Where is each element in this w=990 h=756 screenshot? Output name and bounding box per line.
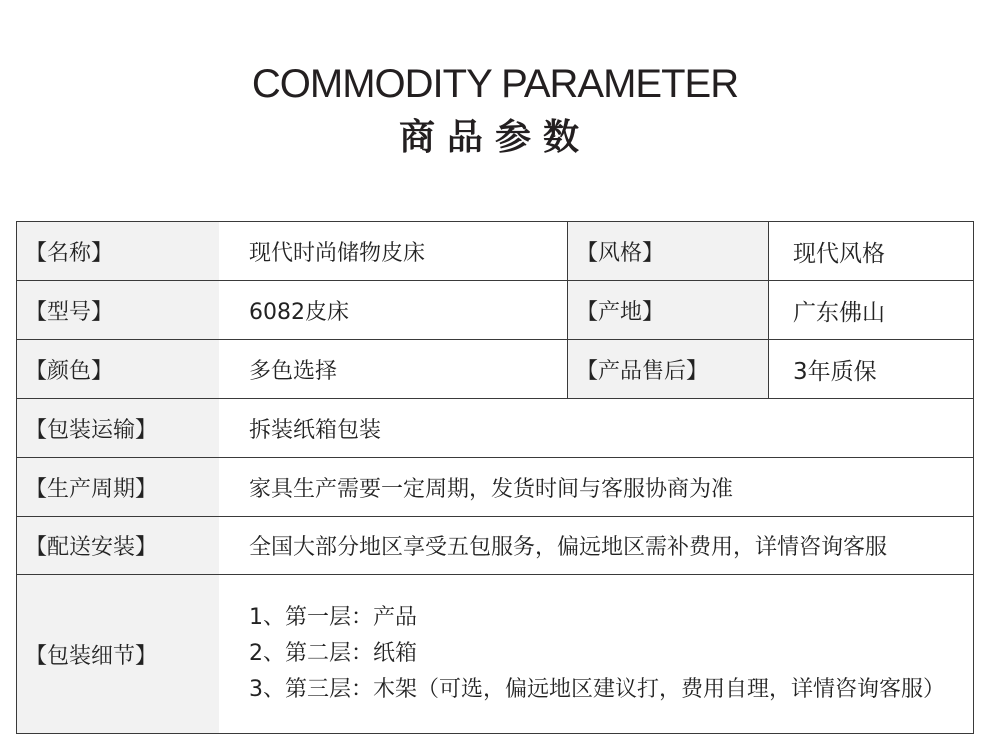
style-value: 现代风格 — [769, 222, 973, 280]
model-value: 6082皮床 — [219, 281, 568, 339]
table-row — [17, 517, 973, 575]
color-value: 多色选择 — [219, 340, 568, 398]
aftersale-value: 3年质保 — [769, 340, 973, 398]
packaging-label: 【包装运输】 — [17, 399, 219, 457]
production-cycle-value: 家具生产需要一定周期，发货时间与客服协商为准 — [219, 458, 973, 516]
packaging-details-label: 【包装细节】 — [17, 575, 219, 733]
parameter-table — [16, 221, 974, 734]
color-label: 【颜色】 — [17, 340, 219, 398]
packaging-details-value — [219, 575, 973, 733]
packaging-layer-2: 2、第二层：纸箱 — [249, 641, 417, 666]
packaging-layer-3: 3、第三层：木架（可选，偏远地区建议打，费用自理，详情咨询客服） — [249, 677, 945, 702]
name-value: 现代时尚储物皮床 — [219, 222, 568, 280]
table-row — [17, 340, 973, 399]
origin-value: 广东佛山 — [769, 281, 973, 339]
packaging-value: 拆装纸箱包装 — [219, 399, 973, 457]
delivery-value: 全国大部分地区享受五包服务，偏远地区需补费用，详情咨询客服 — [219, 517, 973, 574]
table-row — [17, 575, 973, 733]
packaging-layer-1: 1、第一层：产品 — [249, 605, 417, 630]
delivery-label: 【配送安装】 — [17, 517, 219, 574]
production-cycle-label: 【生产周期】 — [17, 458, 219, 516]
page-title-english: COMMODITY PARAMETER — [251, 62, 739, 106]
table-row — [17, 458, 973, 517]
table-row — [17, 222, 973, 281]
page-title-chinese: 商品参数 — [398, 117, 591, 158]
style-label: 【风格】 — [568, 222, 769, 280]
table-row — [17, 281, 973, 340]
name-label: 【名称】 — [17, 222, 219, 280]
origin-label: 【产地】 — [568, 281, 769, 339]
aftersale-label: 【产品售后】 — [568, 340, 769, 398]
table-row — [17, 399, 973, 458]
model-label: 【型号】 — [17, 281, 219, 339]
